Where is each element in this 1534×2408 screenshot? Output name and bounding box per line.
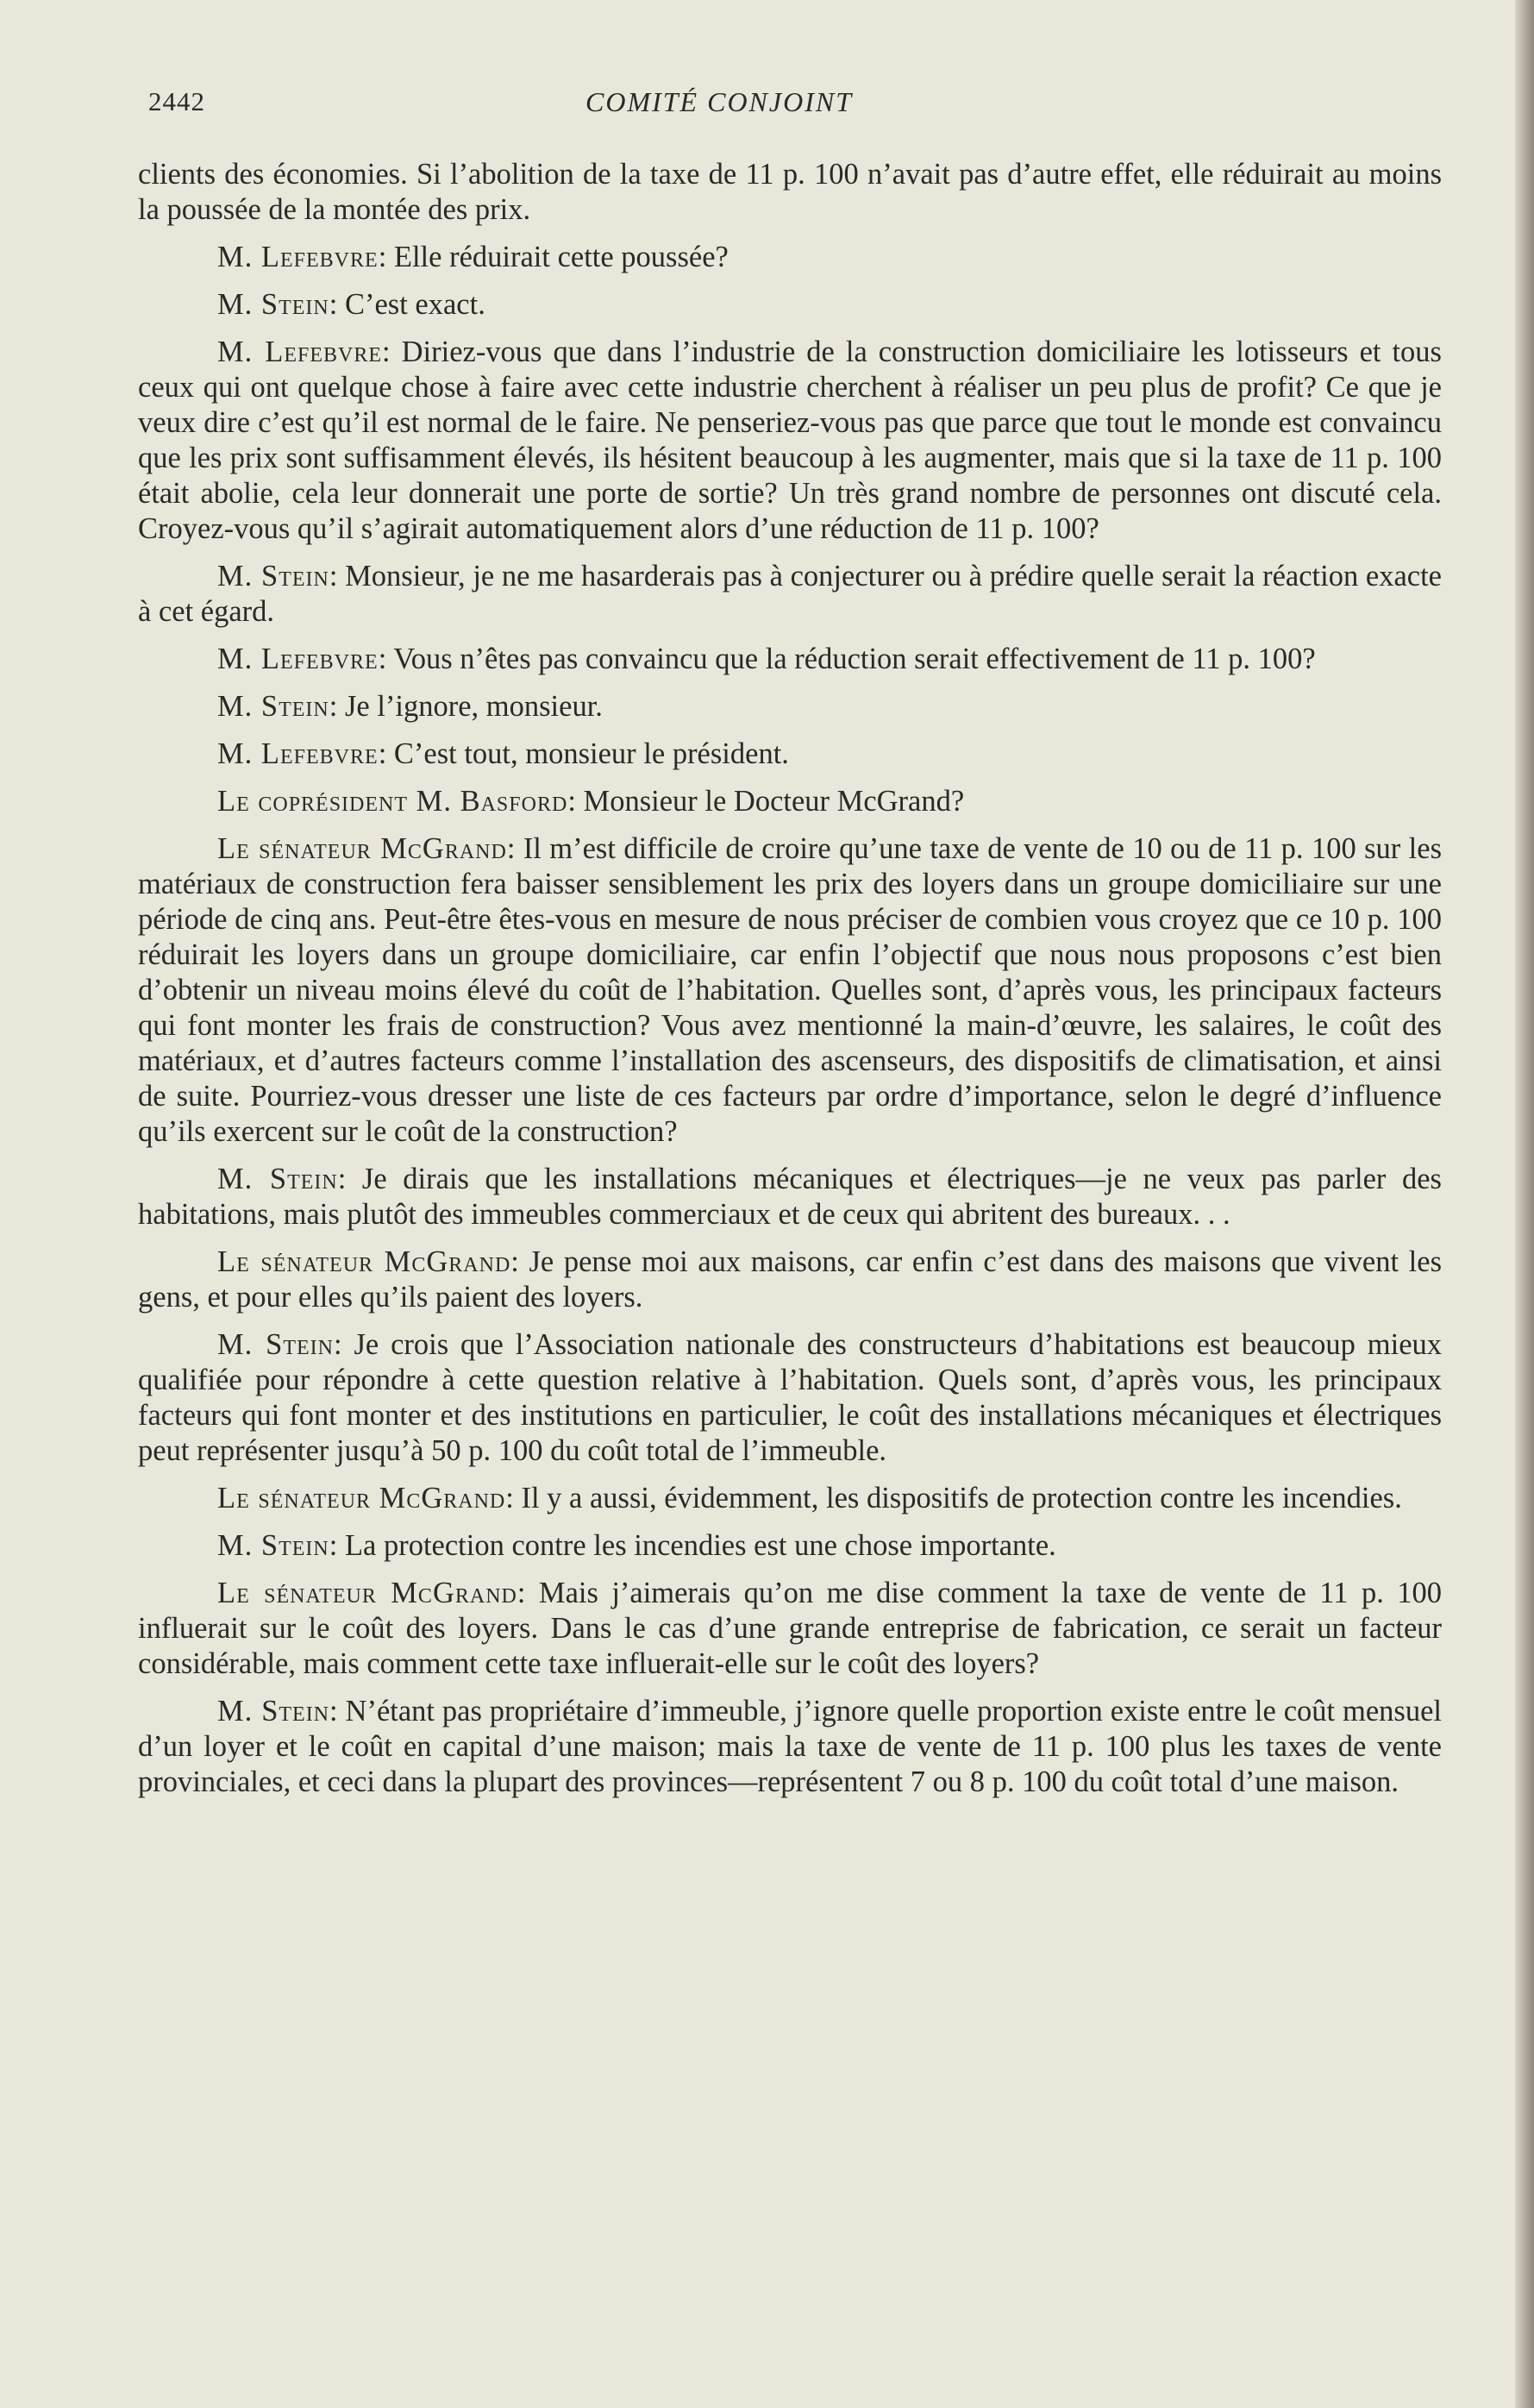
speaker-name: Le sénateur McGrand <box>217 1245 511 1278</box>
speaker-name: M. Lefebvre <box>217 737 379 770</box>
paragraph-5 <box>138 559 1442 630</box>
paragraph-4 <box>138 335 1442 547</box>
speaker-name: Le sénateur McGrand <box>217 1482 506 1514</box>
paragraph-text: : Il y a aussi, évidemment, les dispositifs de protection contre les incendies. <box>505 1482 1402 1514</box>
paragraph-text: : Je crois que l’Association nationale des constructeurs d’habitations est beaucoup mieux qualifiée pour répondre à cette question relative à l’habitation. Quels sont, d’après vous, les principaux facteurs qui font monter et des institutions en particulier, le coût des installations mécaniques et électriques peut représenter jusqu’à 50 p. 100 du coût total de l’immeuble. <box>138 1328 1443 1467</box>
paragraph-text: : Mais j’aimerais qu’on me dise comment la taxe de vente de 11 p. 100 influerait sur le coût des loyers. Dans le cas d’une grande entreprise de fabrication, ce serait un facteur considérable, mais comment cette taxe influerait-elle sur le coût des loyers? <box>138 1577 1442 1680</box>
paragraph-10 <box>138 831 1442 1150</box>
paragraph-text: : Monsieur le Docteur McGrand? <box>567 785 965 818</box>
paragraph-text: : Monsieur, je ne me hasarderais pas à conjecturer ou à prédire quelle serait la réaction exacte à cet égard. <box>138 560 1442 628</box>
paragraph-2 <box>138 240 1442 275</box>
speaker-name: M. Stein <box>217 1695 330 1728</box>
speaker-name: M. Stein <box>217 690 329 723</box>
paragraph-12 <box>138 1245 1442 1315</box>
paragraph-text: : Vous n’êtes pas convaincu que la réduction serait effectivement de 11 p. 100? <box>378 643 1316 675</box>
paragraph-text: : Il m’est difficile de croire qu’une taxe de vente de 10 ou de 11 p. 100 sur les matériaux de construction fera baisser sensiblement les prix des loyers dans un groupe domiciliaire sur une période de cinq ans. Peut-être êtes-vous en mesure de nous préciser de combien vous croyez que ce 10 p. 100 réduirait les loyers dans un groupe domiciliaire, car enfin l’objectif que nous nous proposons c’est bien d’obtenir un niveau moins élevé du coût de l’habitation. Quelles sont, d’après vous, les principaux facteurs qui font monter les frais de construction? Vous avez mentionné la main-d’œuvre, les salaires, le coût des matériaux, et d’autres facteurs comme l’installation des ascenseurs, des dispositifs de climatisation, et ainsi de suite. Pourriez-vous dresser une liste de ces facteurs par ordre d’importance, selon le degré d’influence qu’ils exercent sur le coût de la construction? <box>138 832 1442 1148</box>
transcript-body <box>138 157 1442 1812</box>
paragraph-text: : La protection contre les incendies est une chose importante. <box>329 1529 1056 1562</box>
speaker-name: M. Stein <box>217 288 329 321</box>
paragraph-text: : Diriez-vous que dans l’industrie de la construction domiciliaire les lotisseurs et tous ceux qui ont quelque chose à faire avec cette industrie cherchent à réaliser un peu plus de profit? Ce que je veux dire c’est qu’il est normal de le faire. Ne penseriez-vous pas que parce que tout le monde est convaincu que les prix sont suffisamment élevés, ils hésitent beaucoup à les augmenter, mais que si la taxe de 11 p. 100 était abolie, cela leur donnerait une porte de sortie? Un très grand nombre de personnes ont discuté cela. Croyez-vous qu’il s’agirait automatiquement alors d’une réduction de 11 p. 100? <box>138 335 1442 545</box>
speaker-name: Le sénateur McGrand <box>217 1577 517 1609</box>
paragraph-8 <box>138 737 1442 772</box>
paragraph-text: : Elle réduirait cette poussée? <box>378 241 729 273</box>
speaker-name: Le coprésident M. Basford <box>217 785 568 818</box>
speaker-name: M. Lefebvre <box>217 241 379 273</box>
paragraph-14 <box>138 1481 1442 1516</box>
speaker-name: M. Stein <box>217 1163 338 1195</box>
paragraph-16 <box>138 1576 1442 1682</box>
speaker-name: M. Lefebvre <box>217 643 379 675</box>
paragraph-text: clients des économies. Si l’abolition de la taxe de 11 p. 100 n’avait pas d’autre effet, elle réduirait au moins la poussée de la montée des prix. <box>138 158 1442 226</box>
paragraph-15 <box>138 1528 1442 1564</box>
page-header <box>148 86 1442 129</box>
page-edge-shadow <box>1515 0 1534 2408</box>
paragraph-text: : Je dirais que les installations mécaniques et électriques—je ne veux pas parler des habitations, mais plutôt des immeubles commerciaux et de ceux qui abritent des bureaux. . . <box>138 1163 1442 1231</box>
paragraph-text: : N’étant pas propriétaire d’immeuble, j’ignore quelle proportion existe entre le coût mensuel d’un loyer et le coût en capital d’une maison; mais la taxe de vente de 11 p. 100 plus les taxes de vente provinciales, et ceci dans la plupart des provinces—représentent 7 ou 8 p. 100 du coût total d’une maison. <box>138 1695 1443 1798</box>
speaker-name: M. Stein <box>217 1529 329 1562</box>
paragraph-text: : Je l’ignore, monsieur. <box>329 690 603 723</box>
paragraph-13 <box>138 1327 1442 1469</box>
paragraph-1 <box>138 157 1442 228</box>
speaker-name: Le sénateur McGrand <box>217 832 507 865</box>
paragraph-7 <box>138 689 1442 724</box>
paragraph-text: : C’est tout, monsieur le président. <box>378 737 789 770</box>
paragraph-9 <box>138 784 1442 819</box>
page-number: 2442 <box>148 86 205 116</box>
paragraph-3 <box>138 287 1442 323</box>
running-title: COMITÉ CONJOINT <box>585 86 853 117</box>
speaker-name: M. Stein <box>217 1328 335 1361</box>
speaker-name: M. Stein <box>217 560 329 593</box>
paragraph-11 <box>138 1162 1442 1232</box>
paragraph-6 <box>138 642 1442 677</box>
paragraph-17 <box>138 1694 1442 1800</box>
speaker-name: M. Lefebvre <box>217 335 383 368</box>
paragraph-text: : Je pense moi aux maisons, car enfin c’est dans des maisons que vivent les gens, et pour elles qu’ils paient des loyers. <box>138 1245 1442 1314</box>
paragraph-text: : C’est exact. <box>329 288 485 321</box>
